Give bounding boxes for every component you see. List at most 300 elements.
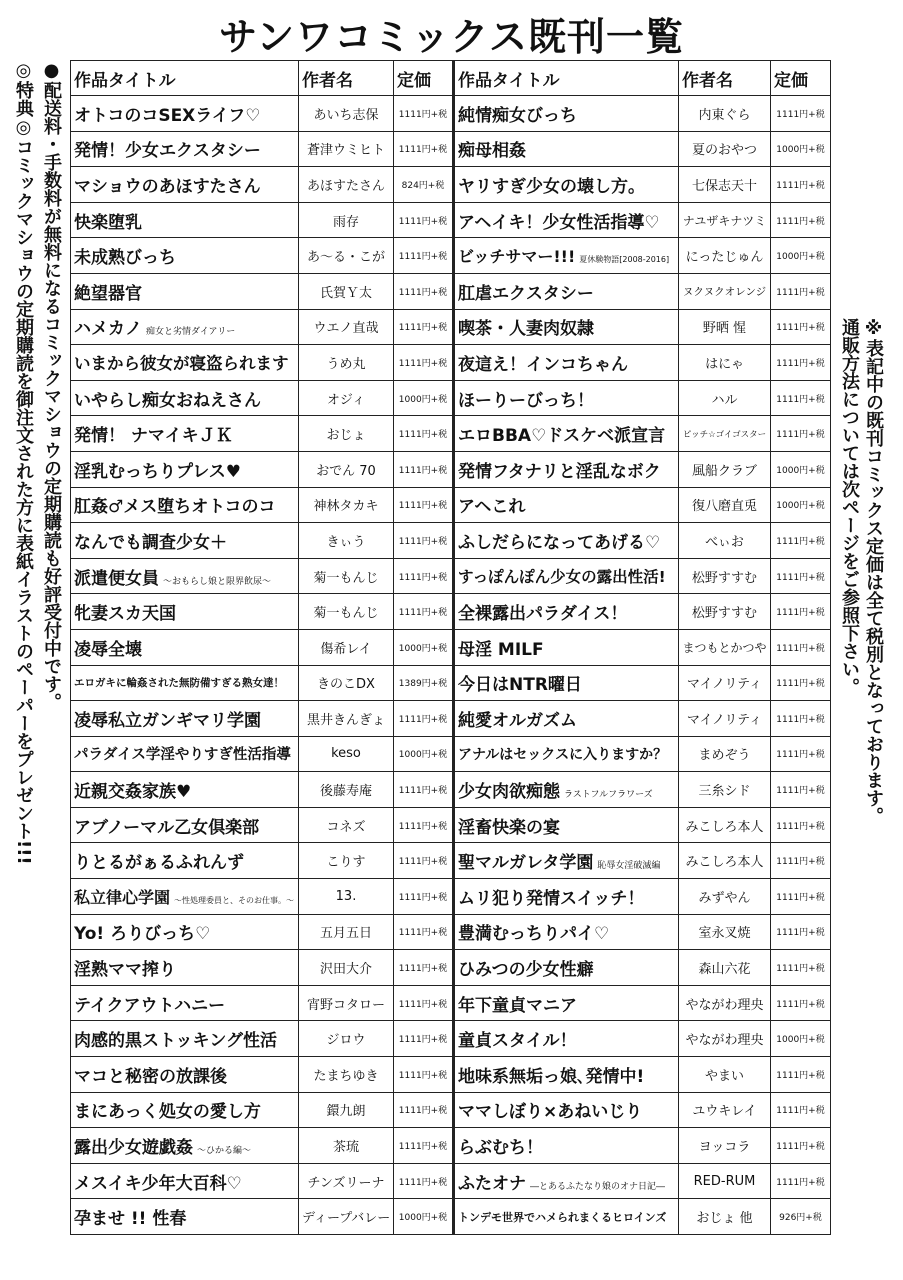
author-cell: みこしろ本人 — [679, 843, 771, 879]
author-cell: 三糸シド — [679, 772, 771, 808]
author-cell: おでん 70 — [299, 451, 394, 487]
book-title: 発情フタナリと淫乱なボク — [458, 461, 661, 482]
book-title: アヘイキ！少女性活指導♡ — [458, 212, 660, 233]
table-row — [71, 1199, 831, 1235]
price-cell: 1111円+税 — [771, 273, 831, 309]
author-cell: オジィ — [299, 380, 394, 416]
book-title: 肛虐エクスタシー — [458, 283, 594, 304]
price-cell: 1111円+税 — [394, 202, 454, 238]
title-cell — [71, 843, 299, 879]
author-cell: ヌクヌクオレンジ — [679, 273, 771, 309]
price-cell: 1111円+税 — [394, 487, 454, 523]
author-cell: ピッチ☆ゴイゴスター — [679, 416, 771, 452]
book-title: メスイキ少年大百科♡ — [74, 1173, 242, 1194]
author-cell: ウエノ直哉 — [299, 309, 394, 345]
price-cell: 1111円+税 — [771, 380, 831, 416]
title-cell — [71, 807, 299, 843]
price-cell: 1000円+税 — [771, 238, 831, 274]
book-title: 淫畜快楽の宴 — [458, 817, 560, 838]
title-cell — [71, 380, 299, 416]
price-cell: 1111円+税 — [394, 451, 454, 487]
author-cell: 菊一もんじ — [299, 558, 394, 594]
book-subtitle: ～おもらし娘と限界飲尿～ — [163, 576, 272, 587]
author-cell: ユウキレイ — [679, 1092, 771, 1128]
book-title: 豊満むっちりパイ♡ — [458, 924, 610, 945]
book-title: Yo! ろりびっち♡ — [74, 924, 211, 945]
header-price: 定価 — [771, 61, 831, 96]
book-subtitle: ―とあるふたなり娘のオナ日記― — [530, 1181, 666, 1192]
author-cell: きのこDX — [299, 665, 394, 701]
book-title: 露出少女遊戯姦 — [74, 1138, 193, 1159]
book-title: 夜這え！インコちゃん — [458, 354, 628, 375]
title-cell — [71, 273, 299, 309]
table-body — [71, 96, 831, 1235]
title-cell — [454, 879, 679, 915]
author-cell: 五月五日 — [299, 914, 394, 950]
title-cell — [454, 914, 679, 950]
author-cell: 蒼津ウミヒト — [299, 131, 394, 167]
price-cell: 1111円+税 — [771, 96, 831, 132]
title-cell — [71, 96, 299, 132]
book-title: 少女肉欲痴態 — [458, 782, 560, 803]
title-cell — [454, 1199, 679, 1235]
title-cell — [454, 736, 679, 772]
author-cell: 夏のおやつ — [679, 131, 771, 167]
price-cell: 1111円+税 — [771, 629, 831, 665]
title-cell — [71, 629, 299, 665]
book-title: ハメカノ — [74, 319, 142, 340]
author-cell: あ～る・こが — [299, 238, 394, 274]
title-cell — [454, 345, 679, 381]
left-note-bonus: ◎特典◎コミックマショウの定期購読を御注文された方に表紙イラストのペーパーをプレゼント!!! — [13, 60, 34, 865]
price-cell: 1111円+税 — [394, 96, 454, 132]
author-cell: 宵野コタロー — [299, 985, 394, 1021]
price-cell: 1000円+税 — [771, 1021, 831, 1057]
author-cell: 松野すすむ — [679, 594, 771, 630]
title-cell — [71, 1092, 299, 1128]
comics-list-table — [70, 60, 831, 1235]
author-cell: おじょ — [299, 416, 394, 452]
left-note-mail: ●配送料・手数料が無料になるコミックマショウの定期購読も好評受付中です。 — [41, 60, 62, 711]
title-cell — [71, 487, 299, 523]
price-cell: 1111円+税 — [771, 914, 831, 950]
price-cell: 1111円+税 — [394, 807, 454, 843]
book-title: 快楽堕乳 — [74, 212, 142, 233]
author-cell: コネズ — [299, 807, 394, 843]
title-cell — [454, 451, 679, 487]
author-cell: 野晒 惺 — [679, 309, 771, 345]
price-cell: 1111円+税 — [771, 701, 831, 737]
title-cell — [454, 629, 679, 665]
book-title: ヤリすぎ少女の壊し方。 — [458, 176, 645, 197]
price-cell: 1111円+税 — [394, 1092, 454, 1128]
title-cell — [71, 1163, 299, 1199]
author-cell: 神林タカキ — [299, 487, 394, 523]
book-title: 絶望器官 — [74, 283, 142, 304]
table-row — [71, 309, 831, 345]
price-cell: 1111円+税 — [394, 1163, 454, 1199]
book-subtitle: 痴女と劣情ダイアリー — [146, 327, 236, 338]
book-title: すっぽんぽん少女の露出性活! — [458, 568, 666, 587]
author-cell: 茶琉 — [299, 1128, 394, 1164]
title-cell — [454, 1021, 679, 1057]
title-cell — [454, 309, 679, 345]
author-cell: おじょ 他 — [679, 1199, 771, 1235]
book-title: パラダイス学淫やりすぎ性活指導 — [74, 747, 291, 764]
table-row — [71, 629, 831, 665]
table-row — [71, 558, 831, 594]
book-subtitle: 夏休験物語[2008-2016] — [579, 255, 670, 265]
title-cell — [71, 1021, 299, 1057]
title-cell — [71, 451, 299, 487]
author-cell: ディープバレー — [299, 1199, 394, 1235]
price-cell: 1111円+税 — [394, 1057, 454, 1093]
title-cell — [454, 665, 679, 701]
title-cell — [71, 985, 299, 1021]
price-cell: 1111円+税 — [394, 523, 454, 559]
title-cell — [71, 1057, 299, 1093]
header-price: 定価 — [394, 61, 454, 96]
book-title: ふしだらになってあげる♡ — [458, 532, 661, 553]
author-cell: やながわ理央 — [679, 985, 771, 1021]
price-cell: 926円+税 — [771, 1199, 831, 1235]
book-title: 純情痴女びっち — [458, 105, 577, 126]
table-row — [71, 665, 831, 701]
book-title: 未成熟びっち — [74, 248, 176, 269]
table-row — [71, 985, 831, 1021]
price-cell: 1111円+税 — [771, 1128, 831, 1164]
table-row — [71, 1092, 831, 1128]
price-cell: 1111円+税 — [771, 736, 831, 772]
author-cell: みこしろ本人 — [679, 807, 771, 843]
author-cell: たまちゆき — [299, 1057, 394, 1093]
title-cell — [454, 701, 679, 737]
book-title: いやらし痴女おねえさん — [74, 390, 261, 411]
author-cell: ハル — [679, 380, 771, 416]
price-cell: 1111円+税 — [771, 985, 831, 1021]
author-cell: keso — [299, 736, 394, 772]
title-cell — [454, 985, 679, 1021]
header-author: 作者名 — [679, 61, 771, 96]
price-cell: 1111円+税 — [771, 879, 831, 915]
price-cell: 1111円+税 — [771, 843, 831, 879]
book-title: エロBBA♡ドスケベ派宣言 — [458, 426, 666, 447]
author-cell: みずやん — [679, 879, 771, 915]
book-title: ビッチサマー!!! — [458, 247, 576, 267]
table-row — [71, 345, 831, 381]
book-title: アヘこれ — [458, 497, 526, 518]
title-cell — [454, 380, 679, 416]
price-cell: 1000円+税 — [394, 380, 454, 416]
price-cell: 1111円+税 — [394, 345, 454, 381]
title-cell — [454, 772, 679, 808]
book-title: 童貞スタイル！ — [458, 1031, 577, 1052]
book-title: 年下童貞マニア — [458, 995, 577, 1016]
book-title: 発情！ ナマイキＪＫ — [74, 426, 233, 447]
price-cell: 1111円+税 — [394, 914, 454, 950]
book-title: マショウのあほすたさん — [74, 176, 261, 197]
title-cell — [454, 523, 679, 559]
price-cell: 1111円+税 — [771, 167, 831, 203]
table-row — [71, 701, 831, 737]
price-cell: 1111円+税 — [771, 1163, 831, 1199]
book-subtitle: ラストフルフラワーズ — [564, 790, 653, 801]
table-row — [71, 167, 831, 203]
author-cell: 復八磨直兎 — [679, 487, 771, 523]
price-cell: 1111円+税 — [771, 1057, 831, 1093]
title-cell — [71, 416, 299, 452]
author-cell: 七保志天十 — [679, 167, 771, 203]
table-row — [71, 1021, 831, 1057]
table-row — [71, 523, 831, 559]
book-subtitle: ～性処理委員と、そのお仕事。～ — [174, 895, 295, 905]
title-cell — [454, 1163, 679, 1199]
price-cell: 1111円+税 — [394, 1128, 454, 1164]
book-title: エロガキに輪姦された無防備すぎる熟女達！ — [74, 677, 284, 690]
title-cell — [71, 914, 299, 950]
author-cell: うめ丸 — [299, 345, 394, 381]
book-title: アナルはセックスに入りますか？ — [458, 746, 668, 763]
book-title: 淫熟ママ搾り — [74, 960, 176, 981]
table-row — [71, 772, 831, 808]
book-title: ムリ犯り発情スイッチ！ — [458, 888, 645, 909]
book-title: 淫乳むっちりプレス♥ — [74, 461, 242, 482]
title-cell — [71, 1199, 299, 1235]
price-cell: 1111円+税 — [771, 772, 831, 808]
title-cell — [454, 1092, 679, 1128]
header-title: 作品タイトル — [454, 61, 679, 96]
author-cell: こりす — [299, 843, 394, 879]
book-title: 聖マルガレタ学園 — [458, 853, 594, 874]
title-cell — [454, 807, 679, 843]
author-cell: はにゃ — [679, 345, 771, 381]
title-cell — [454, 238, 679, 274]
book-title: 私立律心学園 — [74, 887, 171, 907]
price-cell: 824円+税 — [394, 167, 454, 203]
title-cell — [71, 238, 299, 274]
book-title: 肛姦♂メス堕ちオトコのコ — [74, 497, 276, 518]
title-cell — [71, 736, 299, 772]
author-cell: まつもとかつや — [679, 629, 771, 665]
title-cell — [454, 416, 679, 452]
book-title: 地味系無垢っ娘､発情中! — [458, 1066, 645, 1087]
table-row — [71, 879, 831, 915]
title-cell — [71, 309, 299, 345]
table-row — [71, 950, 831, 986]
price-cell: 1111円+税 — [394, 273, 454, 309]
author-cell: ヨッコラ — [679, 1128, 771, 1164]
book-title: なんでも調査少女＋ — [74, 532, 227, 553]
author-cell: 松野すすむ — [679, 558, 771, 594]
table-row — [71, 131, 831, 167]
header-author: 作者名 — [299, 61, 394, 96]
title-cell — [71, 523, 299, 559]
author-cell: チンズリーナ — [299, 1163, 394, 1199]
book-title: らぶむち！ — [458, 1138, 543, 1159]
price-cell: 1111円+税 — [771, 558, 831, 594]
book-title: 牝妻スカ天国 — [74, 604, 176, 625]
book-title: 孕ませ !! 性春 — [74, 1209, 187, 1230]
title-cell — [454, 131, 679, 167]
author-cell: 雨存 — [299, 202, 394, 238]
table-row — [71, 487, 831, 523]
price-cell: 1111円+税 — [771, 523, 831, 559]
book-title: 肉感的黒ストッキング性活 — [74, 1031, 277, 1052]
author-cell: 室永叉焼 — [679, 914, 771, 950]
price-cell: 1111円+税 — [394, 772, 454, 808]
table-header-row — [71, 61, 831, 96]
author-cell: マイノリティ — [679, 701, 771, 737]
author-cell: 13. — [299, 879, 394, 915]
title-cell — [454, 558, 679, 594]
book-title: ほーりーびっち！ — [458, 390, 594, 411]
book-title: テイクアウトハニー — [74, 995, 226, 1016]
author-cell: 鐶九朗 — [299, 1092, 394, 1128]
table-row — [71, 273, 831, 309]
author-cell: あほすたさん — [299, 167, 394, 203]
price-cell: 1111円+税 — [394, 131, 454, 167]
author-cell: やまい — [679, 1057, 771, 1093]
author-cell: まめぞう — [679, 736, 771, 772]
book-title: ママしぼり×あねいじり — [458, 1102, 643, 1123]
table-row — [71, 736, 831, 772]
table-row — [71, 380, 831, 416]
book-title: 母淫 MILF — [458, 639, 544, 660]
title-cell — [454, 167, 679, 203]
table-row — [71, 202, 831, 238]
author-cell: マイノリティ — [679, 665, 771, 701]
book-title: りとるがぁるふれんず — [74, 853, 244, 874]
price-cell: 1111円+税 — [771, 665, 831, 701]
author-cell: 黒井きんぎょ — [299, 701, 394, 737]
table-row — [71, 807, 831, 843]
price-cell: 1000円+税 — [771, 487, 831, 523]
table-row — [71, 1057, 831, 1093]
title-cell — [71, 131, 299, 167]
price-cell: 1000円+税 — [771, 451, 831, 487]
price-cell: 1111円+税 — [771, 950, 831, 986]
price-cell: 1111円+税 — [394, 416, 454, 452]
table-row — [71, 96, 831, 132]
table-row — [71, 914, 831, 950]
title-cell — [454, 594, 679, 630]
title-cell — [71, 879, 299, 915]
title-cell — [71, 202, 299, 238]
right-note-order: 通販方法については次ページをご参照下さい。 — [839, 318, 860, 696]
price-cell: 1389円+税 — [394, 665, 454, 701]
title-cell — [454, 273, 679, 309]
title-cell — [71, 1128, 299, 1164]
price-cell: 1000円+税 — [771, 131, 831, 167]
price-cell: 1111円+税 — [394, 985, 454, 1021]
price-cell: 1111円+税 — [394, 238, 454, 274]
table-row — [71, 451, 831, 487]
book-title: トンデモ世界でハメられまくるヒロインズ — [458, 1210, 667, 1224]
book-title: 凌辱私立ガンギマリ学園 — [74, 710, 261, 731]
author-cell: 森山六花 — [679, 950, 771, 986]
author-cell: やながわ理央 — [679, 1021, 771, 1057]
title-cell — [454, 1057, 679, 1093]
price-cell: 1000円+税 — [394, 736, 454, 772]
price-cell: 1000円+税 — [394, 629, 454, 665]
table-row — [71, 843, 831, 879]
price-cell: 1111円+税 — [394, 843, 454, 879]
book-title: 痴母相姦 — [458, 141, 526, 162]
book-title: マコと秘密の放課後 — [74, 1066, 227, 1087]
author-cell: 内東ぐら — [679, 96, 771, 132]
price-cell: 1111円+税 — [771, 345, 831, 381]
right-note-tax: ※表記中の既刊コミックス定価は全て税別となっております。 — [863, 318, 884, 825]
title-cell — [454, 950, 679, 986]
book-title: いまから彼女が寝盗られます — [74, 354, 289, 374]
book-title: 全裸露出パラダイス！ — [458, 604, 628, 625]
title-cell — [454, 1128, 679, 1164]
book-title: 今日はNTR曜日 — [458, 675, 582, 696]
price-cell: 1111円+税 — [771, 416, 831, 452]
table-row — [71, 1128, 831, 1164]
price-cell: 1111円+税 — [394, 879, 454, 915]
author-cell: ジロウ — [299, 1021, 394, 1057]
page-title: サンワコミックス既刊一覧 — [219, 15, 684, 59]
book-title: 発情！少女エクスタシー — [74, 141, 261, 162]
book-title: まにあっく処女の愛し方 — [74, 1102, 261, 1123]
book-subtitle: 恥辱女淫破滅編 — [597, 861, 661, 872]
book-title: 派遣便女員 — [74, 568, 159, 589]
price-cell: 1111円+税 — [771, 807, 831, 843]
price-cell: 1000円+税 — [394, 1199, 454, 1235]
book-title: アブノーマル乙女倶楽部 — [74, 817, 260, 838]
title-cell — [454, 487, 679, 523]
price-cell: 1111円+税 — [394, 594, 454, 630]
author-cell: 沢田大介 — [299, 950, 394, 986]
header-title: 作品タイトル — [71, 61, 299, 96]
table-row — [71, 1163, 831, 1199]
table-row — [71, 416, 831, 452]
title-cell — [71, 701, 299, 737]
price-cell: 1111円+税 — [771, 202, 831, 238]
author-cell: RED-RUM — [679, 1163, 771, 1199]
book-title: 純愛オルガズム — [458, 710, 577, 731]
price-cell: 1111円+税 — [394, 1021, 454, 1057]
book-title: 凌辱全壊 — [74, 639, 142, 660]
price-cell: 1111円+税 — [771, 1092, 831, 1128]
book-title: 喫茶・人妻肉奴隷 — [458, 319, 594, 340]
author-cell: 菊一もんじ — [299, 594, 394, 630]
title-cell — [71, 950, 299, 986]
author-cell: きぃう — [299, 523, 394, 559]
book-title: ふたオナ — [458, 1173, 526, 1194]
title-cell — [454, 96, 679, 132]
title-cell — [71, 665, 299, 701]
book-title: オトコのコSEXライフ♡ — [74, 105, 261, 126]
author-cell: 傷希レイ — [299, 629, 394, 665]
book-subtitle: ～ひかる編～ — [197, 1146, 252, 1157]
author-cell: ナユザキナツミ — [679, 202, 771, 238]
table-row — [71, 594, 831, 630]
author-cell: 氏賀Ｙ太 — [299, 273, 394, 309]
price-cell: 1111円+税 — [394, 558, 454, 594]
book-title: ひみつの少女性癖 — [458, 960, 594, 981]
title-cell — [71, 772, 299, 808]
author-cell: 後藤寿庵 — [299, 772, 394, 808]
price-cell: 1111円+税 — [771, 309, 831, 345]
author-cell: にったじゅん — [679, 238, 771, 274]
author-cell: あいち志保 — [299, 96, 394, 132]
price-cell: 1111円+税 — [394, 309, 454, 345]
title-cell — [71, 167, 299, 203]
table-row — [71, 238, 831, 274]
title-cell — [71, 594, 299, 630]
